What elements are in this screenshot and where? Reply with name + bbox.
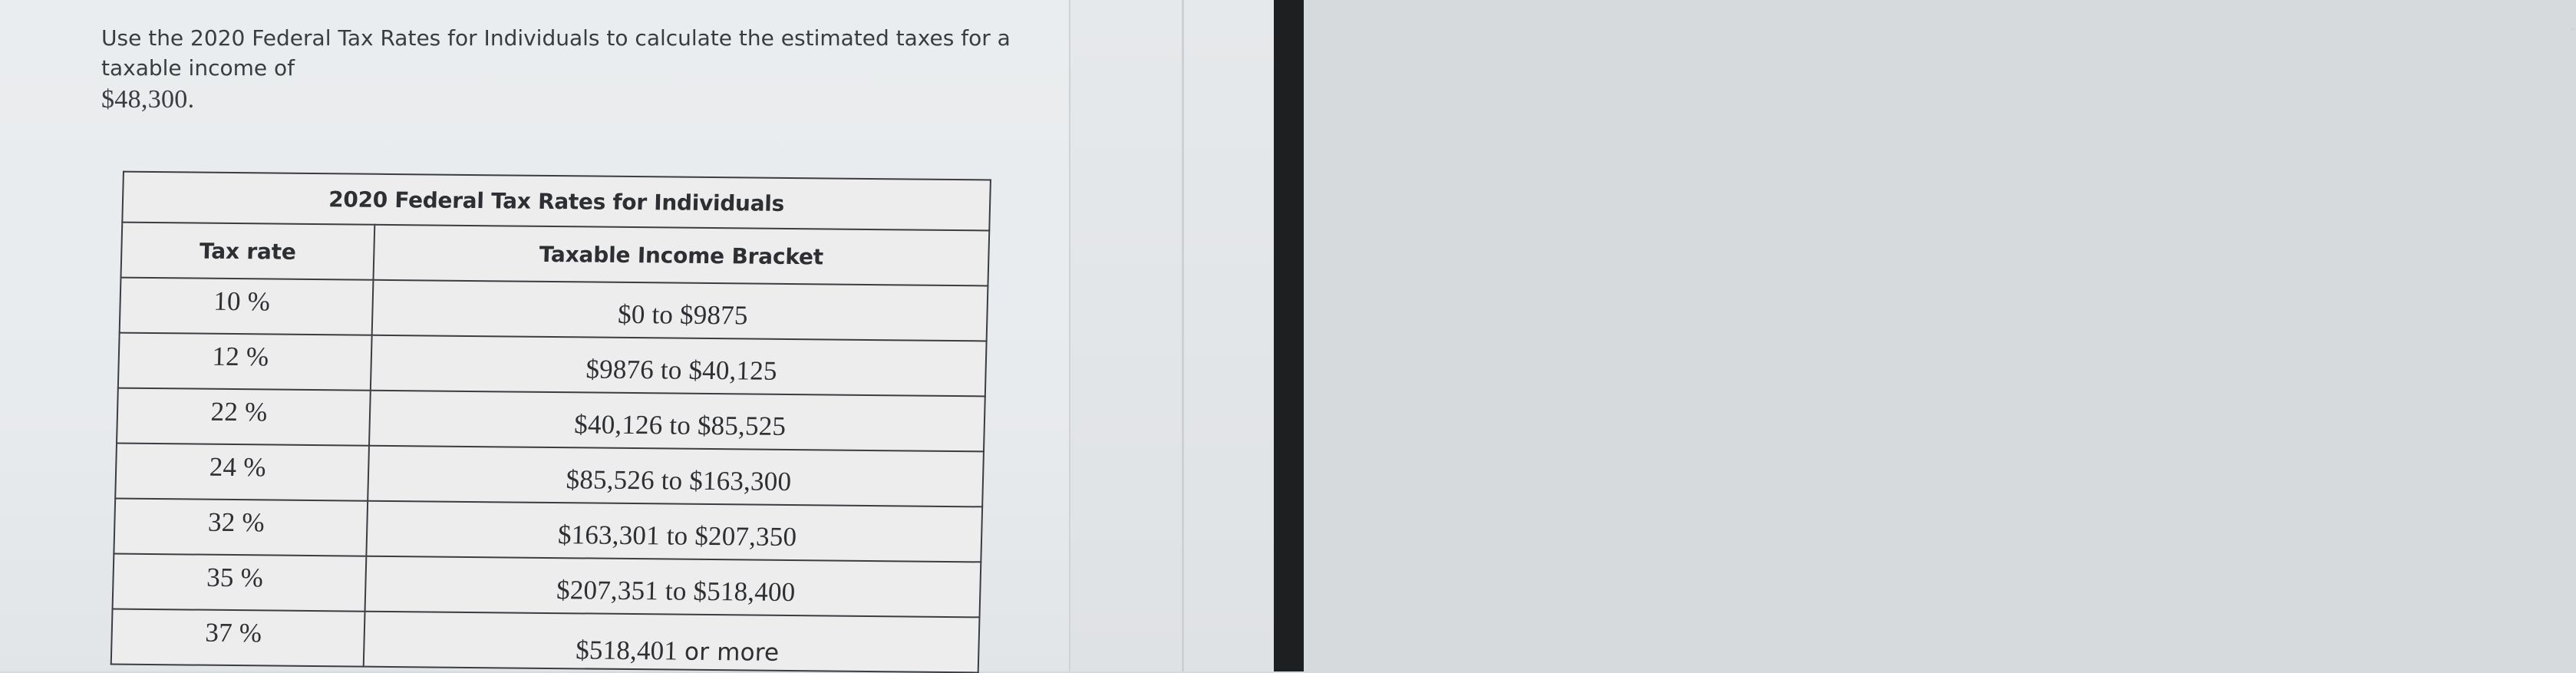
- income-bracket-value: $40,126 to $85,525: [573, 409, 787, 441]
- table-title: 2020 Federal Tax Rates for Individuals: [122, 172, 991, 231]
- table-row: [117, 388, 985, 452]
- taxable-income-amount: $48,300.: [101, 85, 195, 114]
- income-bracket-value: $85,526 to $163,300: [566, 464, 792, 497]
- income-bracket-amount: $518,401: [575, 635, 678, 666]
- income-bracket-value: $207,351 to $518,400: [556, 575, 796, 608]
- tax-rate-cell: [111, 609, 365, 667]
- income-bracket-suffix: or more: [684, 638, 780, 667]
- income-bracket-value: [572, 630, 780, 667]
- tax-rate-value: 10 %: [213, 285, 271, 317]
- tax-rate-value: 37 %: [204, 617, 262, 648]
- table-row: [118, 333, 987, 397]
- income-bracket-cell: [368, 446, 984, 507]
- table-header-row: [120, 223, 989, 286]
- panel-divider: [1182, 0, 1184, 671]
- income-bracket-column-header: Taxable Income Bracket: [373, 225, 989, 286]
- tax-rate-cell: [118, 333, 372, 391]
- tax-rate-value: 22 %: [210, 396, 268, 427]
- side-panel: [1070, 0, 1274, 671]
- tax-rate-cell: [114, 499, 368, 556]
- table-row: [111, 609, 980, 673]
- tax-rate-value: 12 %: [212, 341, 269, 372]
- income-bracket-cell: [365, 556, 981, 618]
- income-bracket-cell: [366, 501, 982, 562]
- tax-rate-cell: [113, 554, 367, 612]
- income-bracket-cell: [371, 335, 987, 397]
- tax-rate-table-container: [110, 171, 991, 667]
- tax-rate-cell: [120, 278, 374, 335]
- income-bracket-value: $0 to $9875: [617, 299, 749, 331]
- income-bracket-cell: [369, 391, 985, 452]
- tax-rate-column-header: Tax rate: [120, 223, 374, 280]
- table-title-row: [122, 172, 991, 231]
- tax-rate-cell: [115, 444, 369, 501]
- tax-rate-value: 35 %: [206, 562, 264, 593]
- income-bracket-value: $9876 to $40,125: [585, 354, 778, 386]
- edge-marker-icon: –: [2571, 23, 2576, 35]
- question-prompt: [101, 23, 1037, 117]
- tax-rate-table: [110, 171, 991, 673]
- income-bracket-cell: [372, 280, 988, 341]
- question-text: Use the 2020 Federal Tax Rates for Individuals to calculate the estimated taxes for a taxable income of: [101, 25, 1011, 81]
- screen-bezel: [1274, 0, 2576, 671]
- tax-rate-value: 32 %: [207, 506, 266, 538]
- tax-rate-cell: [117, 388, 371, 446]
- income-bracket-cell: [364, 612, 980, 673]
- table-row: [115, 444, 984, 507]
- table-row: [120, 278, 988, 341]
- table-row: [113, 554, 981, 618]
- income-bracket-value: $163,301 to $207,350: [557, 520, 797, 553]
- table-row: [114, 499, 982, 562]
- tax-rate-value: 24 %: [209, 451, 267, 483]
